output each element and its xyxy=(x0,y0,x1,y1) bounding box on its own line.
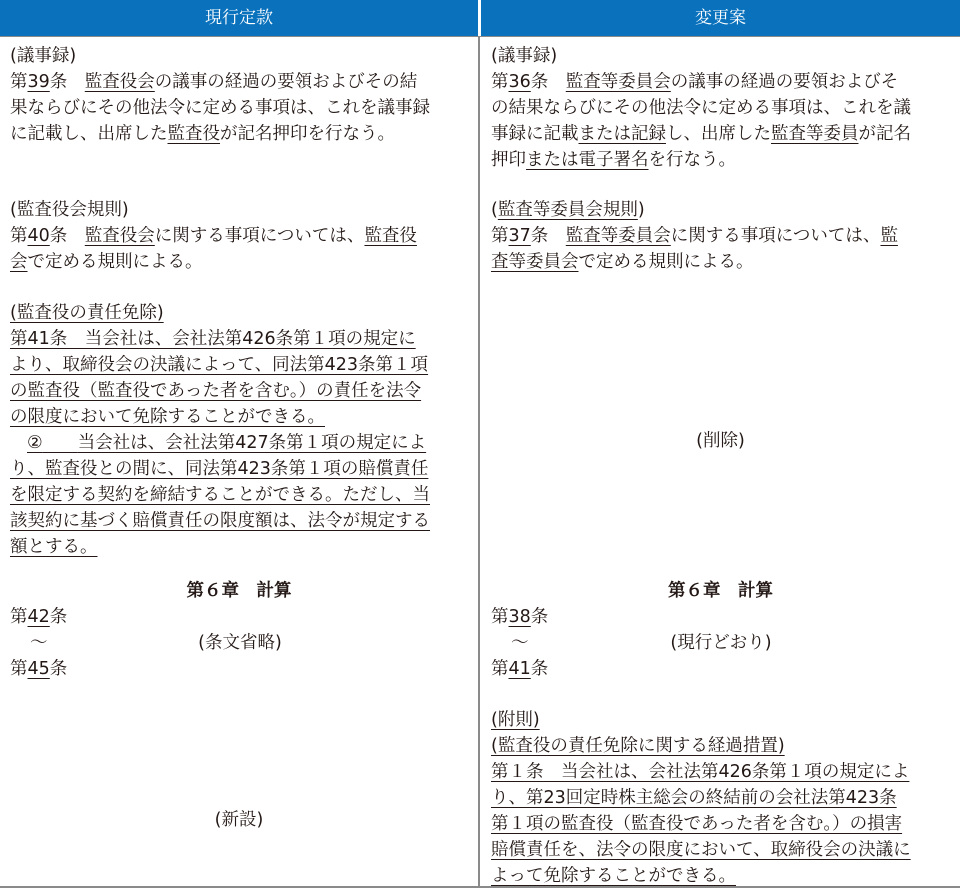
current-articles-header: 現行定款 xyxy=(0,0,478,36)
range-tilde-proposed: ～ xyxy=(511,633,529,653)
article-37-heading: (監査等委員会規則) xyxy=(491,200,645,220)
article-41-para-2-line-1: ② 当会社は、会社法第427条第１項の規定によ xyxy=(27,433,427,453)
article-39-line-1: 第39条 監査役会の議事の経過の要領およびその結 xyxy=(10,72,418,92)
chapter-6-title-proposed: 第６章 計算 xyxy=(668,581,773,601)
article-37-line-2: 査等委員会で定める規則による。 xyxy=(491,252,754,272)
supplementary-line-3: 第１項の監査役（監査役であった者を含む。）の損害 xyxy=(491,814,903,834)
article-36-line-4: 押印または電子署名を行なう。 xyxy=(491,150,736,170)
range-end-proposed: 第41条 xyxy=(491,659,549,679)
article-39-line-2: 果ならびにその他法令に定める事項は、これを議事録 xyxy=(10,98,430,118)
article-37-line-1: 第37条 監査等委員会に関する事項については、監 xyxy=(491,226,898,246)
newly-established-note: (新設) xyxy=(214,810,264,830)
article-40-line-2: 会で定める規則による。 xyxy=(10,252,203,272)
transitional-measure-heading: (監査役の責任免除に関する経過措置) xyxy=(491,736,785,756)
article-39-heading: (議事録) xyxy=(10,46,77,66)
current-articles-column xyxy=(0,36,478,886)
article-36-heading: (議事録) xyxy=(491,46,558,66)
article-41-heading: (監査役の責任免除) xyxy=(10,303,164,323)
proposed-changes-column xyxy=(481,36,960,886)
supplementary-provisions-heading: (附則) xyxy=(491,710,540,730)
range-end: 第45条 xyxy=(10,659,68,679)
article-36-line-2: の結果ならびにその他法令に定める事項は、これを議 xyxy=(491,98,911,118)
supplementary-line-2: り、第23回定時株主総会の終結前の会社法第423条 xyxy=(491,788,897,808)
article-36-line-1: 第36条 監査等委員会の議事の経過の要領およびそ xyxy=(491,72,899,92)
proposed-changes-header: 変更案 xyxy=(481,0,960,36)
range-tilde: ～ xyxy=(30,633,48,653)
chapter-6-title: 第６章 計算 xyxy=(186,581,292,601)
range-start-proposed: 第38条 xyxy=(491,607,549,627)
table-bottom-border xyxy=(0,886,960,888)
article-41-para-2-line-4: 該契約に基づく賠償責任の限度額は、法令が規定する xyxy=(10,511,430,531)
article-40-heading: (監査役会規則) xyxy=(10,200,129,220)
column-divider xyxy=(478,36,480,887)
article-41-para-2-line-2: り、監査役との間に、同法第423条第１項の賠償責任 xyxy=(10,459,429,479)
article-36-line-3: 事録に記載または記録し、出席した監査等委員が記名 xyxy=(491,124,911,144)
supplementary-line-1: 第１条 当会社は、会社法第426条第１項の規定によ xyxy=(491,762,910,782)
deleted-note: (削除) xyxy=(696,431,745,451)
range-unchanged-note: (現行どおり) xyxy=(670,633,772,653)
range-omitted-note: (条文省略) xyxy=(198,633,282,653)
article-40-line-1: 第40条 監査役会に関する事項については、監査役 xyxy=(10,226,417,246)
article-39-line-3: に記載し、出席した監査役が記名押印を行なう。 xyxy=(10,124,395,144)
article-41-para-2-line-5: 額とする。 xyxy=(10,537,98,557)
range-start: 第42条 xyxy=(10,607,68,627)
article-41-line-2: より、取締役会の決議によって、同法第423条第１項 xyxy=(10,355,429,375)
supplementary-line-5: よって免除することができる。 xyxy=(491,866,736,886)
supplementary-line-4: 賠償責任を、法令の限度において、取締役会の決議に xyxy=(491,840,911,860)
article-41-line-3: の監査役（監査役であった者を含む。）の責任を法令 xyxy=(10,381,422,401)
article-41-line-1: 第41条 当会社は、会社法第426条第１項の規定に xyxy=(10,329,416,349)
article-41-para-2-line-3: を限定する契約を締結することができる。ただし、当 xyxy=(10,485,430,505)
article-41-line-4: の限度において免除することができる。 xyxy=(10,407,325,427)
